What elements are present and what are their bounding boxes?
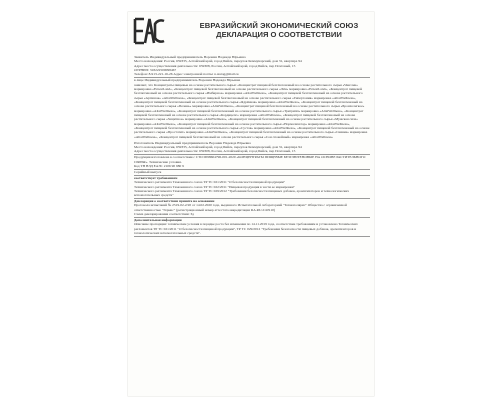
document-title: [186, 21, 372, 39]
basis-section: Протокола испытаний № 2519-02-2/20 от 14.02.2020 года, выданного Испытательной лабораторией "Технополярис" Общества с ограниченной ответственностью "Гермес" (регистрационный номер аттестата аккредитации RA.RU.21OS10) Схема декларирования соответствия: 3д: [134, 203, 347, 217]
declaration-sheet: [128, 12, 374, 396]
extra-info-heading: Дополнительная информация: [134, 218, 182, 223]
serial-release: Серийный выпуск: [134, 169, 162, 174]
applicant-section: Заявитель Индивидуальный предприниматель Воронин Надежда Юрьевна Место нахождения: Россия, 659335, Алтайский край, город Бийск, переулок Коммунарский, дом 31, квартира 94 Адрес места осуществления деятельности: 659308, Россия, Алтайский край, город Бийск, пер Почтовый, 15 ОГРНИП: 318222500098467 Телефон: 8-913-221-16-26 Адрес электронной почты: n.atatag@mail.ru: [134, 55, 302, 77]
document-body: [134, 55, 370, 237]
manufacturer-section: Изготовитель Индивидуальный предприниматель Воронин Надежда Юрьевна Место нахождения: Россия, 659335, Алтайский край, город Бийск, переулок Коммунарский, дом 31, квартира 94 Адрес места осуществления деятельности: 659308, Россия, Алтайский край, город Бийск, пер Почтовый, 15: [134, 140, 302, 154]
union-title: ЕВРАЗИЙСКИЙ ЭКОНОМИЧЕСКИЙ СОЮЗ: [199, 21, 359, 30]
tnved-code: Код ТН ВЭД ЕАЭС 2106 90 980 9: [134, 163, 184, 168]
eac-mark: [132, 15, 166, 47]
divider: [134, 236, 370, 237]
requirements-section: Технического регламента Таможенного союза ТР ТС 021/2011 "О безопасности пищевой продукции" Технического регламента Таможенного союза ТР ТС 022/2011 "Пищевая продукция в части ее маркировки" Технического регламента Таможенного союза ТР ТС 029/2012 "Требования безопасности пищевых добавок, ароматизаторов и технологических вспомогательных средств": [134, 180, 350, 198]
extra-info-section: Описание пропорции: технические условия в порядке роста без изменения по 14.11.2019 года, соответствие требованиям и установлено Технических регламентов ТР ТС 021/2011 "О безопасности пищевой продукции", ТР ТС 029/2012 "Требования безопасности пищевых добавок, ароматизаторов и технологических вспомогательных средств".: [134, 222, 358, 236]
document-header: [128, 12, 374, 52]
requirements-heading: соответствует требованиям: [134, 175, 178, 180]
basis-heading: Декларация о соответствии принята на основании: [134, 199, 215, 204]
production-standard: Продукция изготовлена в соответствии с СТО 0098604796-001-2020 «КОНЦЕНТРАТЫ ПИЩЕВЫЕ БЕЗГЛЮТЕНОВЫЕ НА ОСНОВЕ РАСТИТЕЛЬНОГО СЫРЬЯ». Технические условия.: [134, 155, 366, 164]
declaration-title: ДЕКЛАРАЦИЯ О СООТВЕТСТВИИ: [216, 30, 342, 39]
product-declaration-section: в лице Индивидуальный предприниматель Воронин Надежда Юрьевна заявляет, что Концентраты пищевые на основе растительного сырья: «Концентрат пищевой безглютеновый на основе растительного сырья «Чиа/лен» маркировка «ErnestLand», «Концентрат пищевой безглютеновый на основе растительного сырья «Лён» маркировка «ErnestLand», «Концентрат пищевой безглютеновый на основе растительного сырья «Имбирное» маркировка «AltaiWellness», «Концентрат пищевой безглютеновый на основе растительного сырья «Артишок» «AltaiWellness», «Концентрат пищевой безглютеновый на основе растительного сырья «Гипертония» маркировка «AltaiWellness», «Концентрат пищевой безглютеновый на основе растительного сырья «Ядрённая» маркировка «AltaiWellness», «Концентрат пищевой безглютеновый на основе растительного сырья «Печень» маркировка «AltaiWellness», «Концентрат пищевой безглютеновый на основе растительного сырья «Бронхолегкое» маркировка «AltaiWellness», «Концентрат пищевой безглютеновый на основе растительного сырья «Тригрипп» маркировка «AltaiWellness», «Концентрат пищевой безглютеновый на основе растительного сырья «Кордицепс» маркировка «AltaiWellness», «Концентрат пищевой безглютеновый на основе растительного сырья «Защитное» маркировка «AltaiWellness», «Концентрат пищевой безглютеновый на основе растительного сырья «Мужская сила» маркировка «AltaiWellness», «Концентрат пищевой безглютеновый на основе растительного сырья «Нормализатор» маркировка «AltaiWellness», «Концентрат пищевой безглютеновый на основе растительного сырья «Сустав» маркировка «AltaiWellness», «Концентрат пищевой безглютеновый на основе растительного сырья «Простатит» маркировка «AltaiWellness», «Концентрат пищевой безглютеновый на основе растительного сырья «Сияние» маркировка «AltaiWellness», «Концентрат пищевой безглютеновый на основе растительного сырья «Сон спокойный» маркировка «AltaiWellness»: [134, 78, 370, 139]
eac-logo-icon: [132, 15, 166, 47]
